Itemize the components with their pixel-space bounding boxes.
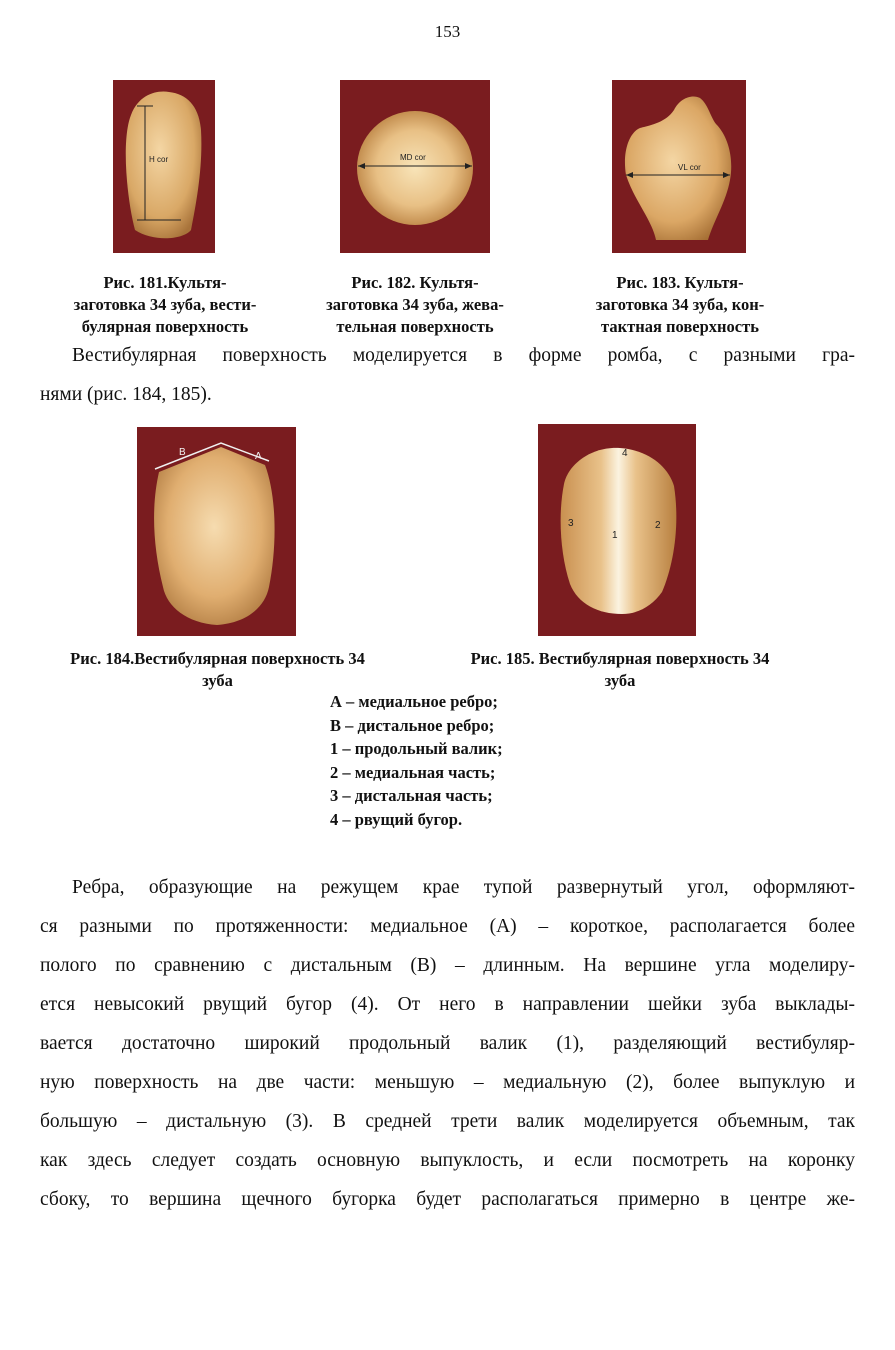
figure-184-caption: Рис. 184.Вестибулярная поверхность 34 зуба (70, 649, 365, 690)
figure-181-image (113, 80, 215, 253)
legend-item: 2 – медиальная часть; (330, 762, 496, 782)
figure-185-image (538, 424, 696, 636)
figure-182-label: MD cor (400, 153, 426, 162)
paragraph-edges-description: Ребра, образующие на режущем крае тупой развернутый угол, оформляют- ся разными по протяженности: медиальное (А) – короткое, располагается более полого по сравнению с дистальным (В) – длинным. На вершине угла моделиру- ется невысокий рвущий бугор (4). От него в направлении шейки зуба выклады- вается достаточно широкий продольный валик (1), разделяющий вестибуляр- ную поверхность на две части: меньшую – медиальную (2), более выпуклую и большую – дистальную (3). В средней трети валик моделируется объемным, так как здесь следует создать основную выпуклость, и если посмотреть на коронку сбоку, то вершина щечного бугорка будет располагаться примерно в центре же- (40, 877, 855, 1210)
legend-item: В – дистальное ребро; (330, 715, 495, 735)
tooth-vestibular-surface-illustration (137, 427, 296, 636)
figure-183-caption: Рис. 183. Культя- заготовка 34 зуба, кон- тактная поверхность (595, 273, 765, 336)
figure-185-label-3: 3 (568, 518, 574, 529)
tooth-vestibular-regions-illustration (538, 424, 696, 636)
figure-181-caption: Рис. 181.Культя- заготовка 34 зуба, вести- булярная поверхность (73, 273, 257, 336)
figure-183-label: VL cor (678, 163, 701, 172)
figure-181-label: H cor (149, 155, 169, 164)
figure-182-image (340, 80, 490, 253)
figure-183-image (612, 80, 746, 253)
page-number: 153 (434, 22, 461, 41)
figure-185-label-2: 2 (655, 520, 661, 531)
figure-185-label-1: 1 (612, 530, 618, 541)
figure-185-label-4: 4 (622, 448, 628, 459)
tooth-occlusal-stump-illustration (340, 80, 490, 253)
tooth-vestibular-stump-illustration (113, 80, 215, 253)
legend-item: А – медиальное ребро; (330, 692, 498, 711)
legend-item: 1 – продольный валик; (330, 739, 503, 758)
figure-182-caption: Рис. 182. Культя- заготовка 34 зуба, жева- тельная поверхность (326, 273, 504, 336)
figure-184-label-a: A (255, 451, 262, 462)
paragraph-vestibular-intro: Вестибулярная поверхность моделируется в форме ромба, с разными гра- нями (рис. 184, 185). (40, 345, 855, 405)
figure-185-caption: Рис. 185. Вестибулярная поверхность 34 зуба (470, 649, 770, 690)
figure-legend (330, 690, 503, 831)
legend-item: 4 – рвущий бугор. (330, 809, 463, 829)
figure-184-label-b: B (179, 447, 186, 458)
figure-184-image (137, 427, 296, 636)
tooth-contact-stump-illustration (612, 80, 746, 253)
legend-item: 3 – дистальная часть; (330, 786, 493, 805)
